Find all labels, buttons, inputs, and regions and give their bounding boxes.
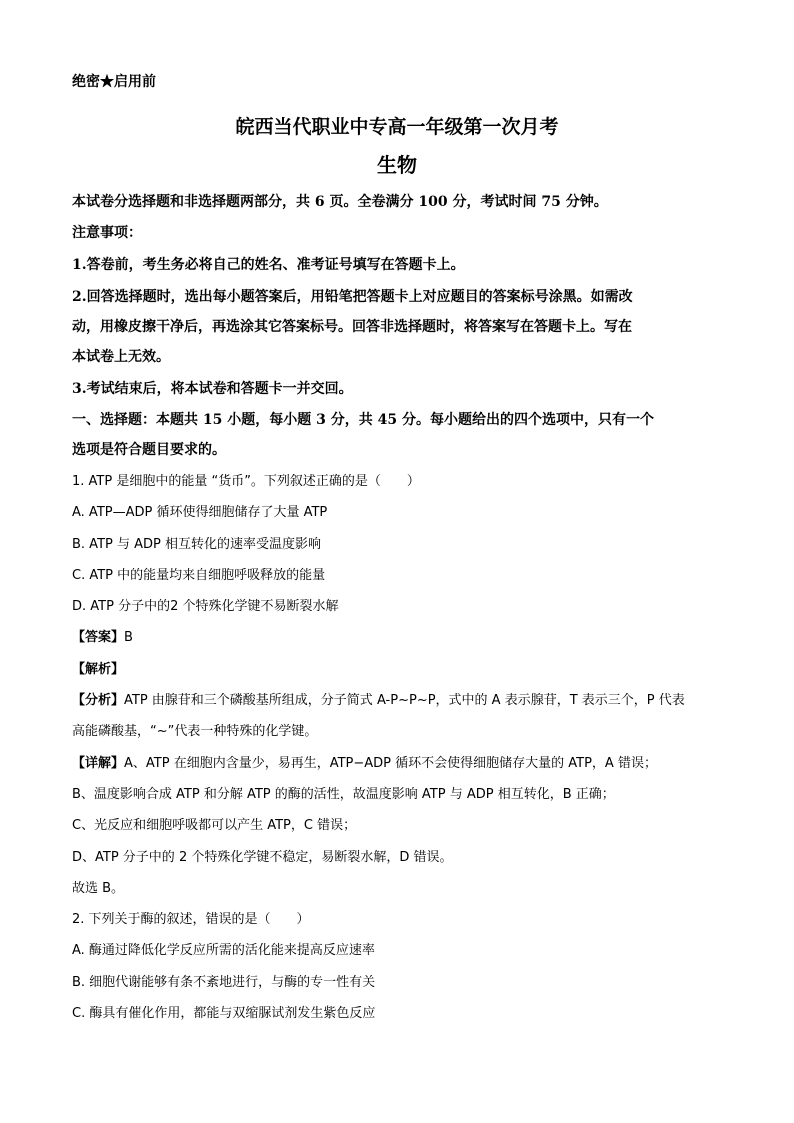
question-2-option-a: A. 酶通过降低化学反应所需的活化能来提高反应速率 bbox=[72, 943, 375, 958]
xiangjie-text-1: A、ATP 在细胞内含量少，易再生，ATP−ADP 循环不会使得细胞储存大量的 ATP，A 错误； bbox=[124, 756, 657, 771]
confidential-label: 绝密★启用前 bbox=[72, 74, 156, 90]
question-1-xiangjie-line-3: C、光反应和细胞呼吸都可以产生 ATP，C 错误； bbox=[72, 818, 357, 833]
notice-1: 1.答卷前，考生务必将自己的姓名、准考证号填写在答题卡上。 bbox=[72, 257, 465, 273]
question-2-stem: 2. 下列关于酶的叙述，错误的是（ ） bbox=[72, 912, 310, 927]
notice-title: 注意事项： bbox=[72, 225, 142, 241]
notice-2-line-1: 2.回答选择题时，选出每小题答案后，用铅笔把答题卡上对应题目的答案标号涂黑。如需改 bbox=[72, 289, 633, 305]
exam-title: 皖西当代职业中专高一年级第一次月考 bbox=[235, 116, 559, 138]
question-1-option-a: A. ATP—ADP 循环使得细胞储存了大量 ATP bbox=[72, 505, 328, 520]
fenxi-tag: 【分析】 bbox=[72, 693, 125, 708]
fenxi-text-1: ATP 由腺苷和三个磷酸基所组成，分子简式 A-P~P~P，式中的 A 表示腺苷，T 表示三个，P 代表 bbox=[124, 693, 685, 708]
question-1-stem: 1. ATP 是细胞中的能量 “货币”。下列叙述正确的是（ ） bbox=[72, 474, 420, 489]
notice-2-line-3: 本试卷上无效。 bbox=[72, 349, 170, 365]
xiangjie-tag: 【详解】 bbox=[72, 756, 125, 771]
answer-value: B bbox=[124, 630, 133, 645]
question-2-option-c: C. 酶具有催化作用，都能与双缩脲试剂发生紫色反应 bbox=[72, 1006, 376, 1021]
question-1-analysis-tag bbox=[72, 660, 124, 680]
question-1-xiangjie-line-4: D、ATP 分子中的 2 个特殊化学键不稳定，易断裂水解，D 错误。 bbox=[72, 850, 453, 865]
question-2-option-b: B. 细胞代谢能够有条不紊地进行，与酶的专一性有关 bbox=[72, 975, 376, 990]
question-1-xiangjie-line-2: B、温度影响合成 ATP 和分解 ATP 的酶的活性，故温度影响 ATP 与 ADP 相互转化，B 正确； bbox=[72, 787, 615, 802]
section-1-heading-line-1: 一、选择题：本题共 15 小题，每小题 3 分，共 45 分。每小题给出的四个选项中，只有一个 bbox=[72, 412, 654, 428]
question-1-xiangjie-line-1 bbox=[72, 754, 657, 774]
question-1-option-c: C. ATP 中的能量均来自细胞呼吸释放的能量 bbox=[72, 568, 326, 583]
notice-3: 3.考试结束后，将本试卷和答题卡一并交回。 bbox=[72, 381, 353, 397]
question-1-option-d: D. ATP 分子中的2 个特殊化学键不易断裂水解 bbox=[72, 599, 339, 614]
subject-title: 生物 bbox=[377, 153, 417, 177]
analysis-tag: 【解析】 bbox=[72, 662, 125, 677]
question-1-fenxi-line-1 bbox=[72, 691, 685, 711]
question-1-fenxi-line-2: 高能磷酸基，“~”代表一种特殊的化学键。 bbox=[72, 724, 318, 739]
question-1-conclusion: 故选 B。 bbox=[72, 881, 125, 896]
question-1-answer bbox=[72, 628, 133, 648]
exam-summary: 本试卷分选择题和非选择题两部分，共 6 页。全卷满分 100 分，考试时间 75 分钟。 bbox=[72, 194, 608, 210]
section-1-heading-line-2: 选项是符合题目要求的。 bbox=[72, 442, 226, 458]
question-1-option-b: B. ATP 与 ADP 相互转化的速率受温度影响 bbox=[72, 537, 321, 552]
notice-2-line-2: 动，用橡皮擦干净后，再选涂其它答案标号。回答非选择题时，将答案写在答题卡上。写在 bbox=[72, 319, 632, 335]
answer-tag: 【答案】 bbox=[72, 630, 125, 645]
